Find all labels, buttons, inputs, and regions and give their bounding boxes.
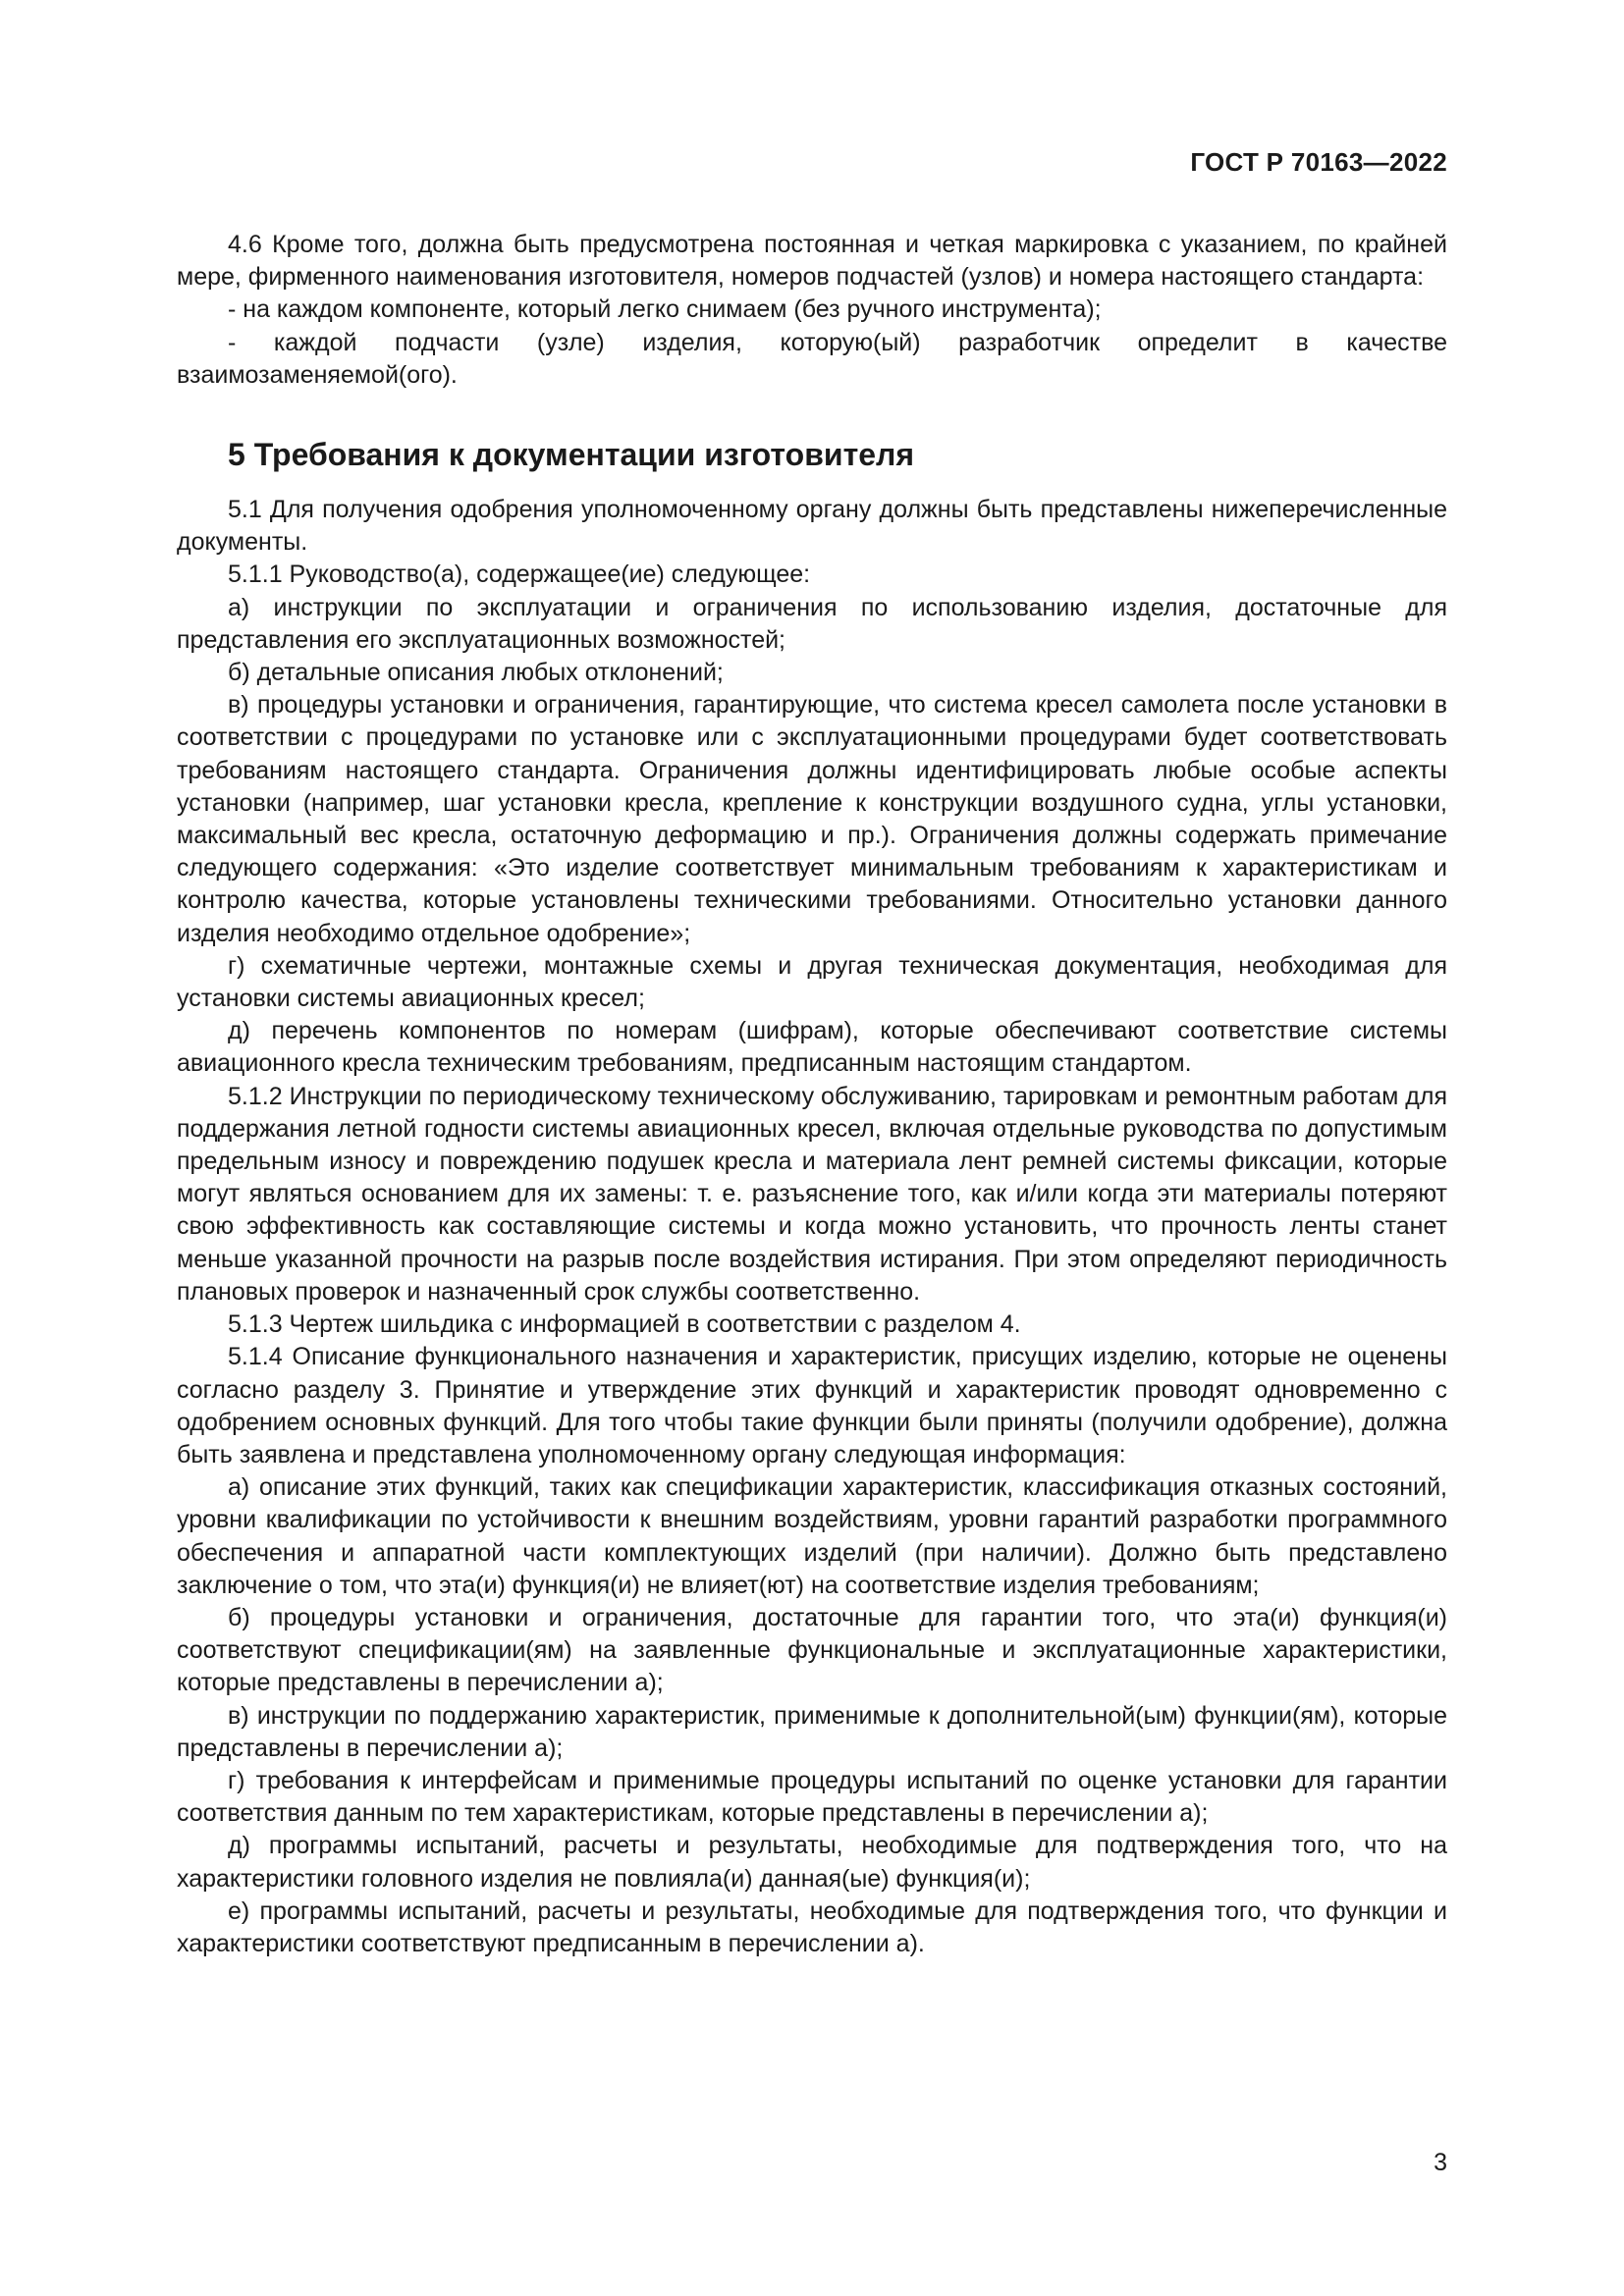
page-number: 3: [1434, 2149, 1447, 2176]
clause-5-1-4: 5.1.4 Описание функционального назначения и характеристик, присущих изделию, которые не оценены согласно разделу 3. Принятие и утверждение этих функций и характеристик проводят одновременно с одобрением основных функций. Для того чтобы такие функции были приняты (получили одобрение), должна быть заявлена и представлена уполномоченному органу следующая информация:: [177, 1343, 1447, 1468]
clause-5-1-1-item-v: в) процедуры установки и ограничения, гарантирующие, что система кресел самолета после установки в соответствии с процедурами по установке или с эксплуатационными процедурами будет соответствовать требованиям настоящего стандарта. Ограничения должны идентифицировать любые особые аспекты установки (например, шаг установки кресла, крепление к конструкции воздушного судна, углы установки, максимальный вес кресла, остаточную деформацию и пр.). Ограничения должны содержать примечание следующего содержания: «Это изделие соответствует минимальным требованиям к характеристикам и контролю качества, которые установлены техническими требованиями. Относительно установки данного изделия необходимо отдельное одобрение»;: [177, 691, 1447, 947]
clause-4-6: 4.6 Кроме того, должна быть предусмотрена постоянная и четкая маркировка с указанием, по крайней мере, фирменного наименования изготовителя, номеров подчастей (узлов) и номера настоящего стандарта:: [177, 231, 1447, 292]
clause-5-1-1-item-b: б) детальные описания любых отклонений;: [228, 659, 724, 687]
clause-5-1-4-item-v: в) инструкции по поддержанию характеристик, применимые к дополнительной(ым) функции(ям), которые представлены в перечислении а);: [177, 1701, 1447, 1762]
clause-5-1-4-item-b: б) процедуры установки и ограничения, достаточные для гарантии того, что эта(и) функция(и) соответствуют спецификации(ям) на заявленные функциональные и эксплуатационные характеристики, которые представлены в перечислении а);: [177, 1603, 1447, 1697]
clause-5-1: 5.1 Для получения одобрения уполномоченному органу должны быть представлены нижеперечисленные документы.: [177, 496, 1447, 557]
clause-5-1-4-item-a: а) описание этих функций, таких как спецификации характеристик, классификация отказных состояний, уровни квалификации по устойчивости к внешним воздействиям, уровни гарантий разработки программного обеспечения и аппаратной части комплектующих изделий (при наличии). Должно быть представлено заключение о том, что эта(и) функция(и) не влияет(ют) на соответствие изделия требованиям;: [177, 1473, 1447, 1599]
clause-5-1-4-item-d: д) программы испытаний, расчеты и результаты, необходимые для подтверждения того, что на характеристики головного изделия не повлияла(и) данная(ые) функция(и);: [177, 1832, 1447, 1893]
document-body: [177, 229, 1447, 1960]
clause-5-1-1-item-g: г) схематичные чертежи, монтажные схемы и другая техническая документация, необходимая для установки системы авиационных кресел;: [177, 951, 1447, 1013]
document-code: ГОСТ Р 70163—2022: [1190, 147, 1447, 177]
clause-4-6-item-b: - каждой подчасти (узле) изделия, которую(ый) разработчик определит в качестве взаимозаменяемой(ого).: [177, 328, 1447, 389]
clause-5-1-1-item-a: а) инструкции по эксплуатации и ограничения по использованию изделия, достаточные для представления его эксплуатационных возможностей;: [177, 593, 1447, 654]
clause-5-1-4-item-e: е) программы испытаний, расчеты и результаты, необходимые для подтверждения того, что функции и характеристики соответствуют предписанным в перечислении а).: [177, 1896, 1447, 1957]
clause-5-1-3: 5.1.3 Чертеж шильдика с информацией в соответствии с разделом 4.: [228, 1310, 1021, 1339]
clause-5-1-4-item-g: г) требования к интерфейсам и применимые процедуры испытаний по оценке установки для гарантии соответствия данным по тем характеристикам, которые представлены в перечислении а);: [177, 1766, 1447, 1828]
clause-5-1-1-item-d: д) перечень компонентов по номерам (шифрам), которые обеспечивают соответствие системы авиационного кресла техническим требованиям, предписанным настоящим стандартом.: [177, 1017, 1447, 1078]
clause-5-1-1: 5.1.1 Руководство(а), содержащее(ие) следующее:: [228, 561, 811, 589]
clause-5-1-2: 5.1.2 Инструкции по периодическому техническому обслуживанию, тарировкам и ремонтным работам для поддержания летной годности системы авиационных кресел, включая отдельные руководства по допустимым предельным износу и повреждению подушек кресла и материала лент ремней системы фиксации, которые могут являться основанием для их замены: т. е. разъяснение того, как и/или когда эти материалы потеряют свою эффективность как составляющие системы и когда можно установить, что прочность ленты станет меньше указанной прочности на разрыв после воздействия истирания. При этом определяют периодичность плановых проверок и назначенный срок службы соответственно.: [177, 1082, 1447, 1306]
clause-4-6-item-a: - на каждом компоненте, который легко снимаем (без ручного инструмента);: [228, 295, 1102, 324]
section-5-heading: 5 Требования к документации изготовителя: [228, 437, 915, 473]
